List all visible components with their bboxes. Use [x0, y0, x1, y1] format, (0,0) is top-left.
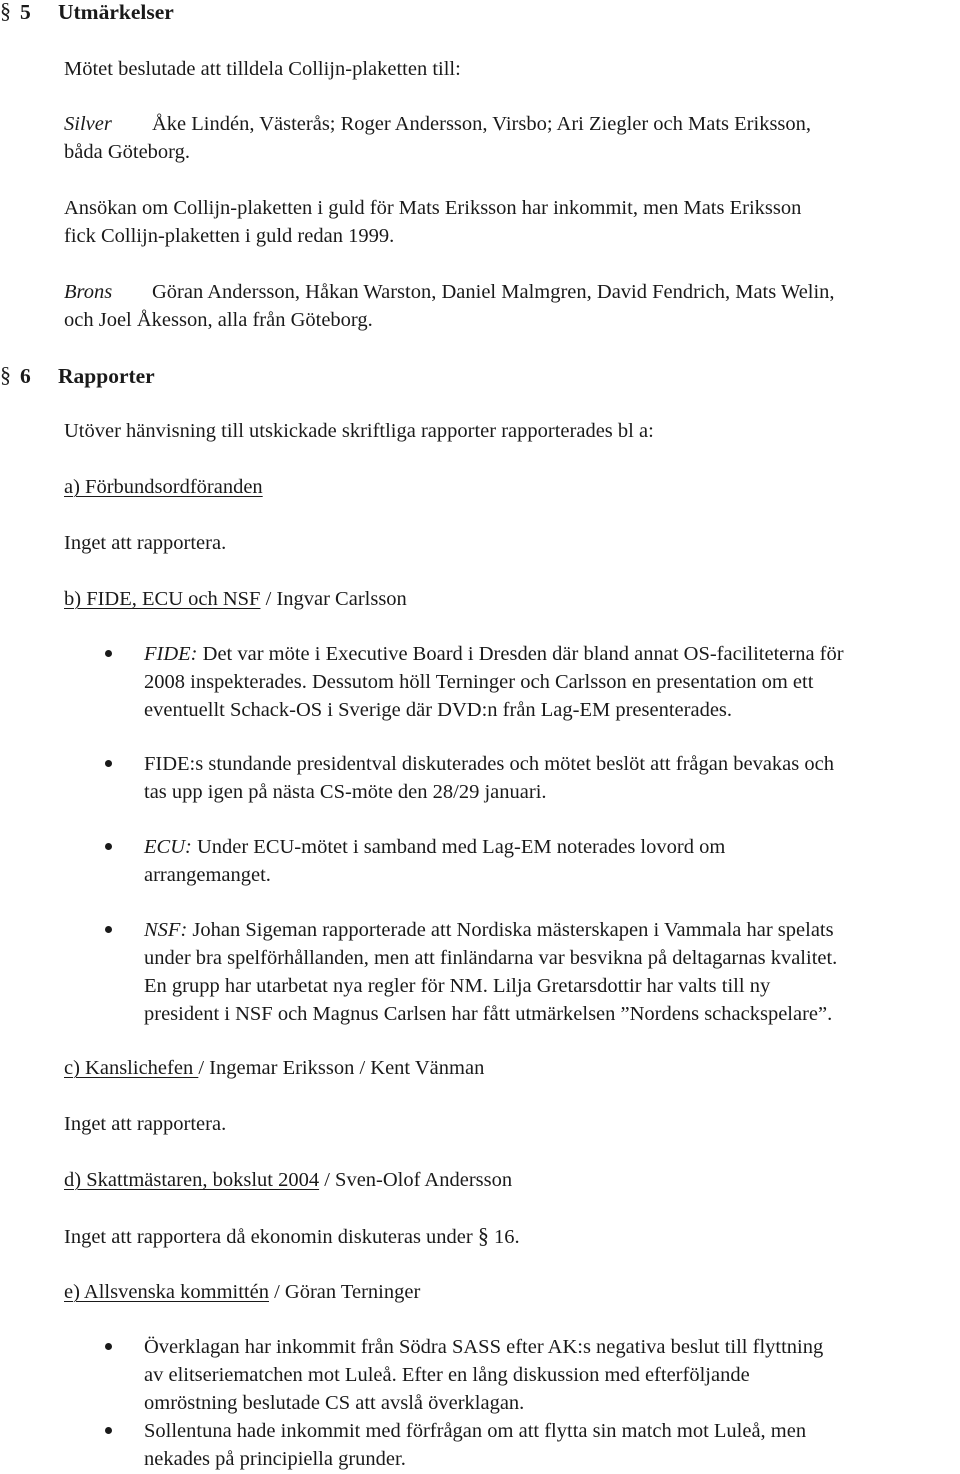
list-item-text: eventuellt Schack-OS i Sverige där DVD:n från Lag-EM presenterades.: [144, 699, 733, 721]
list-item-text: tas upp igen på nästa CS-möte den 28/29 januari.: [144, 781, 547, 803]
bullet-icon: [105, 1427, 112, 1434]
list-item-label: ECU:: [144, 836, 192, 858]
subheading-e: [64, 1278, 420, 1306]
list-item-text: Sollentuna hade inkommit med förfrågan om att flytta sin match mot Luleå, men: [144, 1420, 807, 1442]
list-item-text: 2008 inspekterades. Dessutom höll Terninger och Carlsson en presentation om ett: [144, 671, 814, 693]
list-item-text: president i NSF och Magnus Carlsen har fått utmärkelsen ”Nordens schackspelare”.: [144, 1003, 833, 1025]
bullet-icon: [105, 843, 112, 850]
subheading-c-rest: / Ingemar Eriksson / Kent Vänman: [198, 1057, 485, 1079]
bullet-icon: [105, 650, 112, 657]
subheading-e-underlined: e) Allsvenska kommittén: [64, 1281, 269, 1303]
subheading-d: [64, 1166, 512, 1194]
paragraph: fick Collijn-plaketten i guld redan 1999.: [64, 225, 395, 247]
list-item-text: FIDE:s stundande presidentval diskuterades och mötet beslöt att frågan bevakas och: [144, 753, 834, 775]
paragraph-text: Inget att rapportera då ekonomin diskuteras under: [64, 1226, 478, 1248]
list-item-label: NSF:: [144, 919, 188, 941]
section-symbol: §: [0, 362, 11, 387]
paragraph: Göran Andersson, Håkan Warston, Daniel Malmgren, David Fendrich, Mats Welin,: [152, 281, 835, 303]
award-label-silver: Silver: [64, 113, 112, 135]
list-item-text: av elitseriematchen mot Luleå. Efter en lång diskussion med efterföljande: [144, 1364, 750, 1386]
paragraph: Utöver hänvisning till utskickade skriftliga rapporter rapporterades bl a:: [64, 420, 654, 442]
section-number: 6: [20, 364, 31, 388]
award-label-brons: Brons: [64, 281, 113, 303]
list-item-text: nekades på principiella grunder.: [144, 1448, 406, 1470]
section-symbol: §: [477, 1223, 489, 1248]
paragraph: Ansökan om Collijn-plaketten i guld för Mats Eriksson har inkommit, men Mats Eriksson: [64, 197, 802, 219]
subheading-c: [64, 1054, 484, 1082]
list-item-text: Det var möte i Executive Board i Dresden där bland annat OS-faciliteterna för: [197, 643, 844, 665]
subheading-e-rest: / Göran Terninger: [268, 1281, 421, 1303]
paragraph: [64, 1222, 520, 1251]
section-title: Rapporter: [58, 364, 155, 388]
section-number: 5: [20, 0, 31, 24]
bullet-icon: [105, 926, 112, 933]
paragraph: Mötet beslutade att tilldela Collijn-plaketten till:: [64, 58, 461, 80]
paragraph: Inget att rapportera.: [64, 532, 227, 554]
subheading-c-underlined: c) Kanslichefen: [64, 1057, 199, 1079]
list-item: [144, 640, 844, 668]
list-item-text: omröstning beslutade CS att avslå överklagan.: [144, 1392, 525, 1414]
subheading-d-underlined: d) Skattmästaren, bokslut 2004: [64, 1169, 320, 1191]
paragraph: Inget att rapportera.: [64, 1113, 227, 1135]
bullet-icon: [105, 1343, 112, 1350]
subheading-a: a) Förbundsordföranden: [64, 476, 263, 498]
list-item-text: En grupp har utarbetat nya regler för NM. Lilja Gretarsdottir har valts till ny: [144, 975, 771, 997]
list-item-text: Under ECU-mötet i samband med Lag-EM noterades lovord om: [191, 836, 726, 858]
paragraph-text: 16.: [488, 1226, 520, 1248]
subheading-b-rest: / Ingvar Carlsson: [260, 588, 407, 610]
section-symbol: §: [0, 0, 11, 23]
list-item-text: Överklagan har inkommit från Södra SASS efter AK:s negativa beslut till flyttning: [144, 1336, 824, 1358]
paragraph: och Joel Åkesson, alla från Göteborg.: [64, 309, 373, 331]
list-item-text: Johan Sigeman rapporterade att Nordiska mästerskapen i Vammala har spelats: [187, 919, 834, 941]
list-item: [144, 916, 834, 944]
list-item: [144, 833, 725, 861]
bullet-icon: [105, 760, 112, 767]
list-item-text: arrangemanget.: [144, 864, 271, 886]
subheading-d-rest: / Sven-Olof Andersson: [319, 1169, 513, 1191]
subheading-b-underlined: b) FIDE, ECU och NSF: [64, 588, 261, 610]
paragraph: Åke Lindén, Västerås; Roger Andersson, Virsbo; Ari Ziegler och Mats Eriksson,: [152, 113, 812, 135]
list-item-text: under bra spelförhållanden, men att finländarna var besvikna på deltagarnas kvalitet.: [144, 947, 838, 969]
section-title: Utmärkelser: [58, 0, 174, 24]
paragraph: båda Göteborg.: [64, 141, 191, 163]
subheading-b: [64, 585, 407, 613]
list-item-label: FIDE:: [144, 643, 198, 665]
